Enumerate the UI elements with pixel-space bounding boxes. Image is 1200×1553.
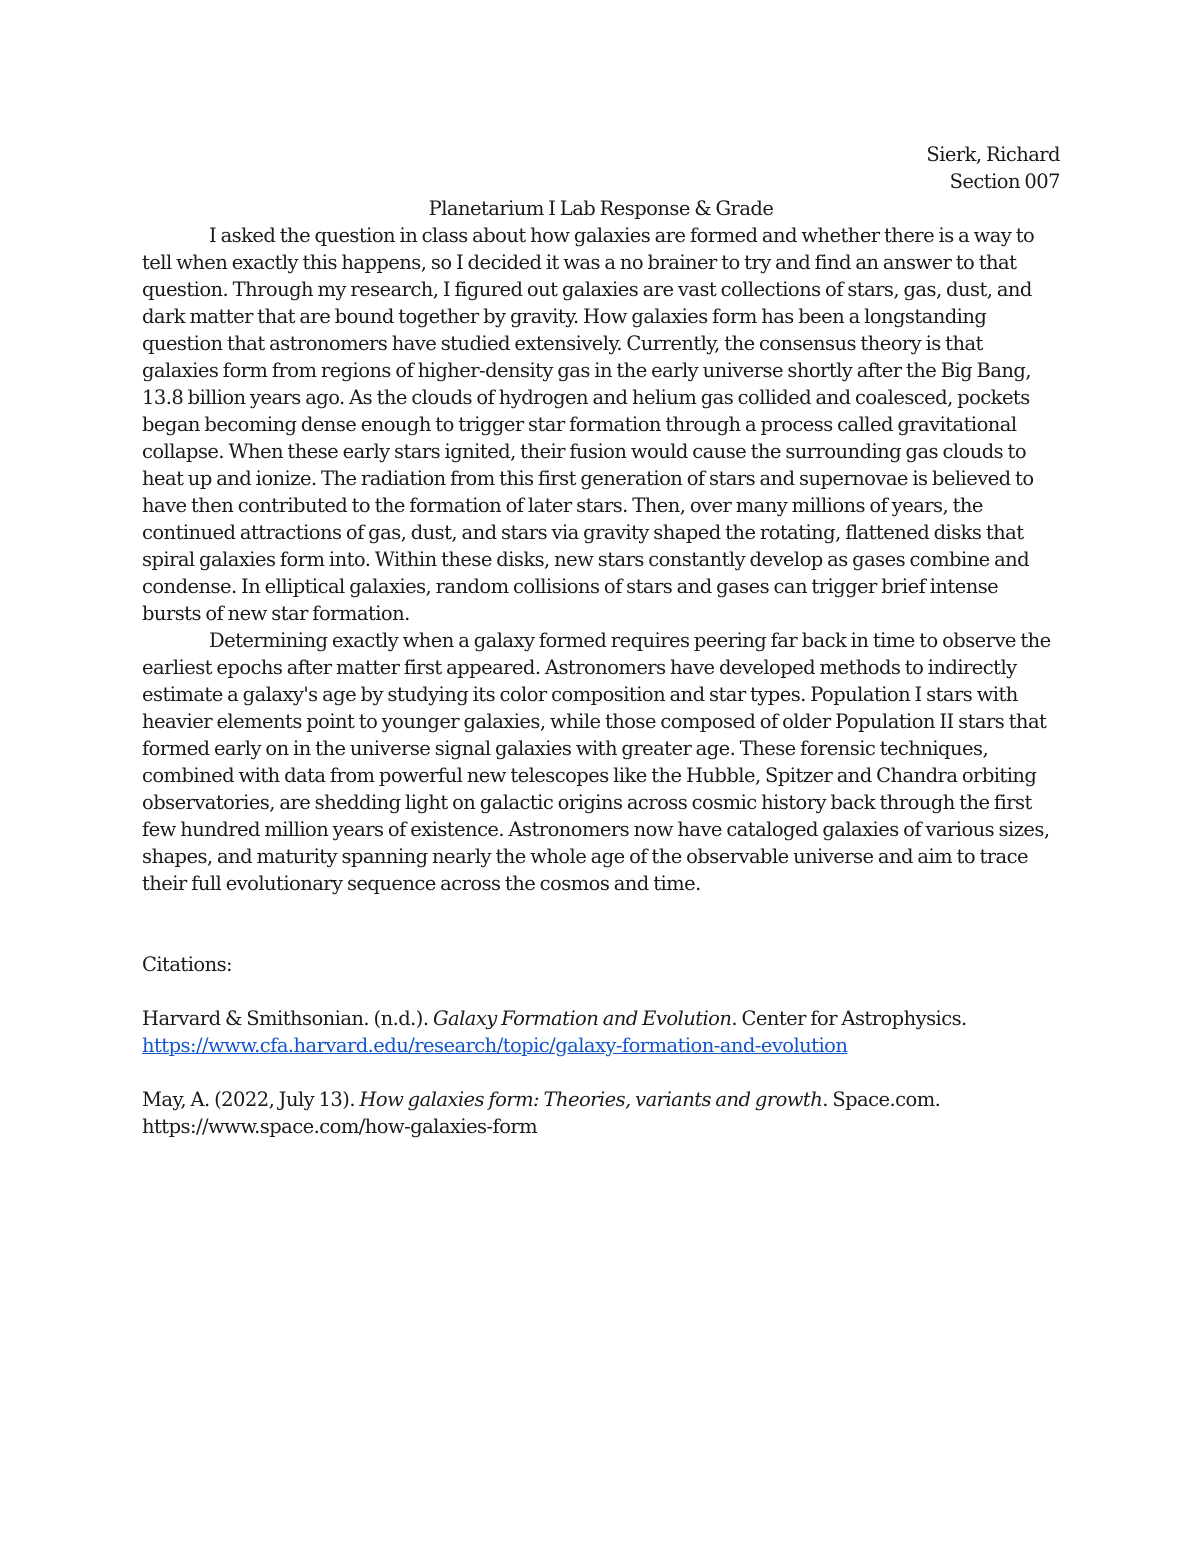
document-title: Planetarium I Lab Response & Grade: [428, 197, 774, 220]
citations-heading: Citations:: [142, 953, 233, 976]
section-number: Section 007: [949, 170, 1060, 193]
citation-2-publisher: . Space.com.: [822, 1088, 941, 1111]
citation-2-title: How galaxies form: Theories, variants and growth: [359, 1088, 823, 1111]
citation-2: [142, 1086, 1060, 1113]
document-body: [142, 141, 1060, 1140]
spacer: [142, 924, 1060, 951]
citation-1-link[interactable]: https://www.cfa.harvard.edu/research/topic/galaxy-formation-and-evolution: [142, 1034, 848, 1057]
spacer: [142, 897, 1060, 924]
body-paragraph-1: I asked the question in class about how galaxies are formed and whether there is a way to tell when exactly this happens, so I decided it was a no brainer to try and find an answer to that question. Through my research, I figured out galaxies are vast collections of stars, gas, dust, and dark matter that are bound together by gravity. How galaxies form has been a longstanding question that astronomers have studied extensively. Currently, the consensus theory is that galaxies form from regions of higher-density gas in the early universe shortly after the Big Bang, 13.8 billion years ago. As the clouds of hydrogen and helium gas collided and coalesced, pockets began becoming dense enough to trigger star formation through a process called gravitational collapse. When these early stars ignited, their fusion would cause the surrounding gas clouds to heat up and ionize. The radiation from this first generation of stars and supernovae is believed to have then contributed to the formation of later stars. Then, over many millions of years, the continued attractions of gas, dust, and stars via gravity shaped the rotating, flattened disks that spiral galaxies form into. Within these disks, new stars constantly develop as gases combine and condense. In elliptical galaxies, random collisions of stars and gases can trigger brief intense bursts of new star formation.: [142, 224, 1035, 625]
citation-1-author: Harvard & Smithsonian. (n.d.).: [142, 1007, 433, 1030]
citation-2-author: May, A. (2022, July 13).: [142, 1088, 360, 1111]
body-paragraph-2: Determining exactly when a galaxy formed requires peering far back in time to observe the earliest epochs after matter first appeared. Astronomers have developed methods to indirectly estimate a galaxy's age by studying its color composition and star types. Population I stars with heavier elements point to younger galaxies, while those composed of older Population II stars that formed early on in the universe signal galaxies with greater age. These forensic techniques, combined with data from powerful new telescopes like the Hubble, Spitzer and Chandra orbiting observatories, are shedding light on galactic origins across cosmic history back through the first few hundred million years of existence. Astronomers now have cataloged galaxies of various sizes, shapes, and maturity spanning nearly the whole age of the observable universe and aim to trace their full evolutionary sequence across the cosmos and time.: [142, 629, 1051, 895]
spacer: [142, 978, 1060, 1005]
citation-2-url: https://www.space.com/how-galaxies-form: [142, 1115, 538, 1138]
author-name: Sierk, Richard: [926, 143, 1060, 166]
citation-1-url-line: [142, 1032, 1060, 1059]
citation-1-title: Galaxy Formation and Evolution: [432, 1007, 732, 1030]
spacer: [142, 1059, 1060, 1086]
citation-1: [142, 1005, 1060, 1032]
citation-1-publisher: . Center for Astrophysics.: [731, 1007, 967, 1030]
